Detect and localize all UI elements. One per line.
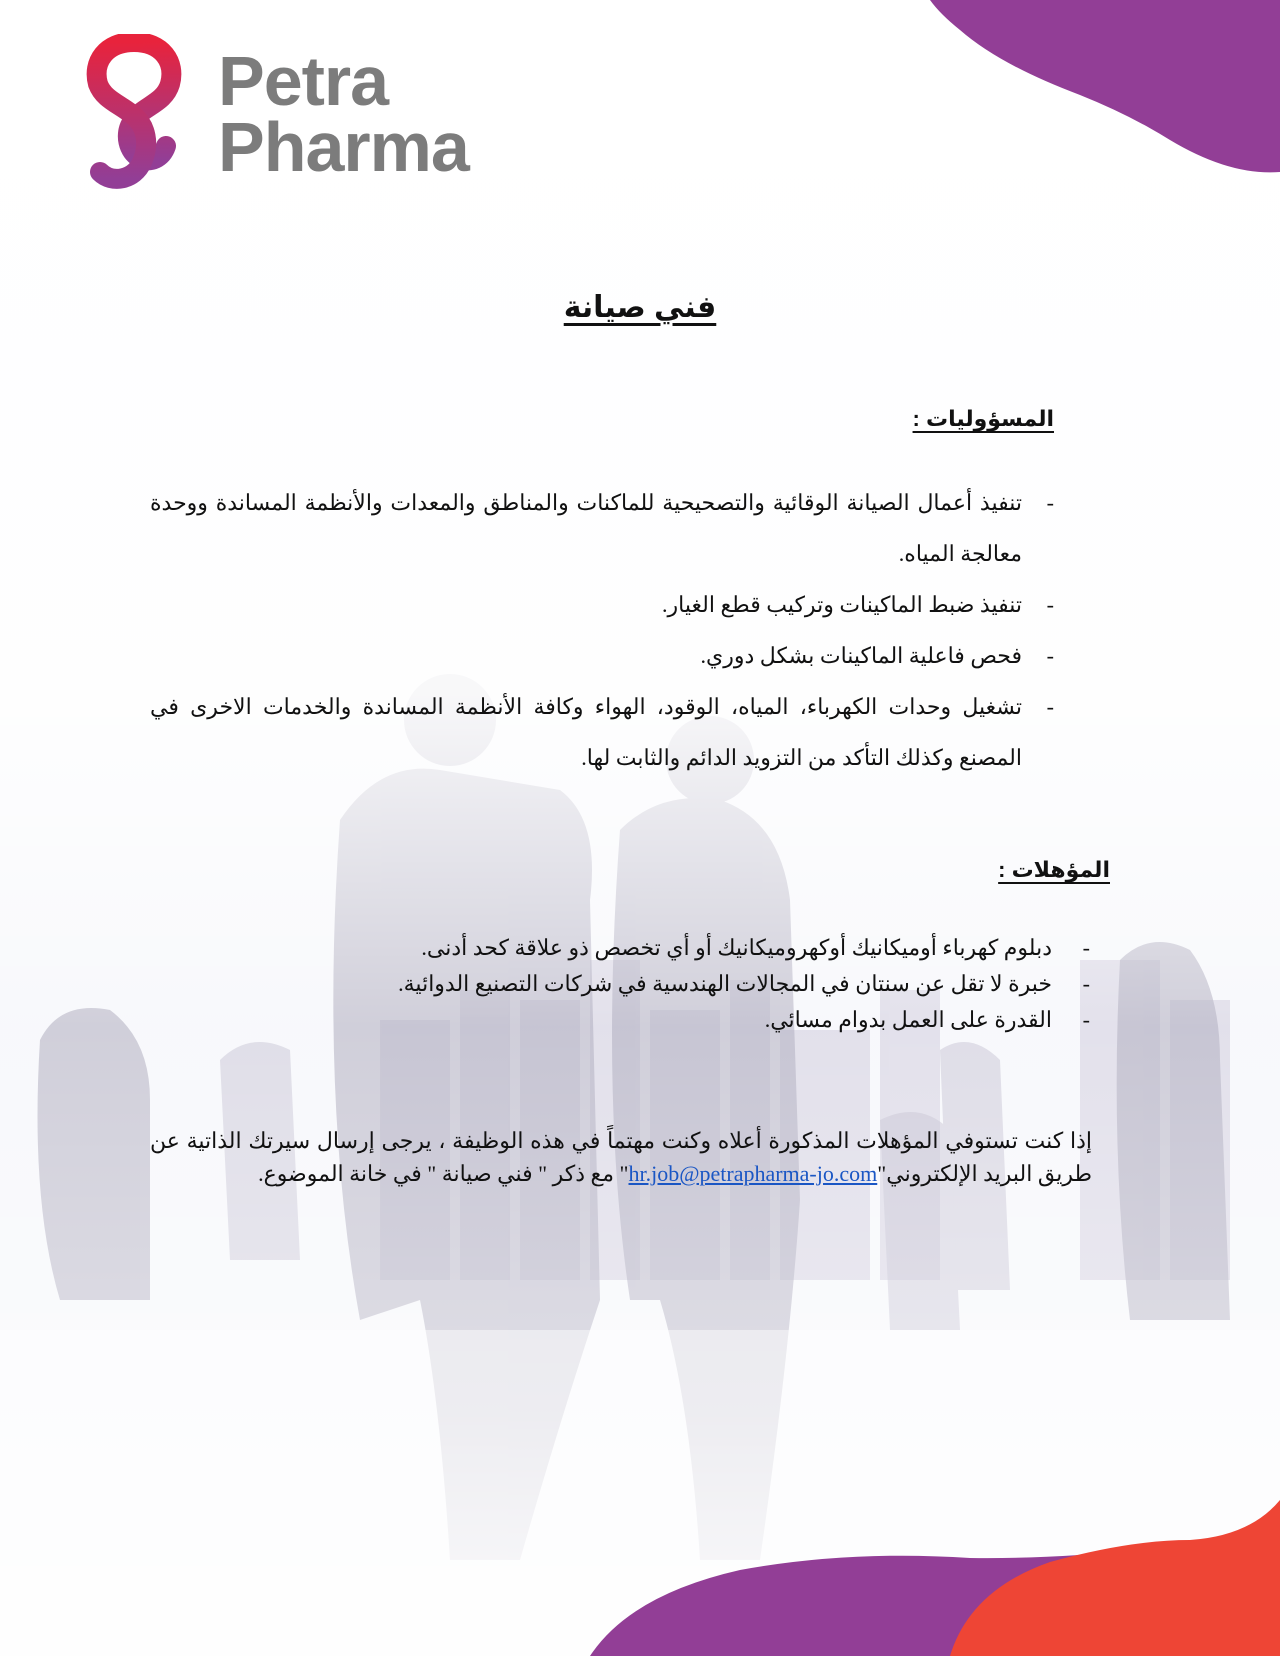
email-link[interactable]: hr.job@petrapharma-jo.com (628, 1161, 878, 1186)
list-item: - دبلوم كهرباء أوميكانيك أوكهروميكانيك أو أي تخصص ذو علاقة كحد أدنى. (421, 935, 1090, 960)
list-item: - خبرة لا تقل عن سنتان في المجالات الهندسية في شركات التصنيع الدوائية. (398, 971, 1090, 996)
logo-wordmark-line1: Petra (218, 42, 389, 120)
list-item: - فحص فاعلية الماكينات بشكل دوري. (700, 643, 1054, 668)
responsibilities-heading: المسؤوليات : (912, 406, 1054, 431)
logo-wordmark-line2: Pharma (218, 108, 469, 186)
job-title: فني صيانة (563, 291, 717, 324)
application-instructions: إذا كنت تستوفي المؤهلات المذكورة أعلاه وكنت مهتماً في هذه الوظيفة ، يرجى إرسال سيرتك الذاتية عن طريق البريد الإلكتروني"hr.job@petrapharma-jo.com" مع ذكر " فني صيانة " في خانة الموضوع. (150, 1128, 1092, 1186)
list-item: - القدرة على العمل بدوام مسائي. (764, 1007, 1090, 1032)
qualifications-heading: المؤهلات : (998, 857, 1110, 882)
responsibilities-list (150, 477, 1054, 783)
list-item: - تنفيذ أعمال الصيانة الوقائية والتصحيحية للماكنات والمناطق والمعدات والأنظمة المساندة ووحدة معالجة المياه. (150, 490, 1054, 566)
list-item: - تشغيل وحدات الكهرباء، المياه، الوقود، الهواء وكافة الأنظمة المساندة والخدمات الاخرى في المصنع وكذلك التأكد من التزويد الدائم والثابت لها. (150, 694, 1054, 770)
list-item: - تنفيذ ضبط الماكينات وتركيب قطع الغيار. (662, 592, 1054, 617)
qualifications-list (300, 930, 1090, 1038)
